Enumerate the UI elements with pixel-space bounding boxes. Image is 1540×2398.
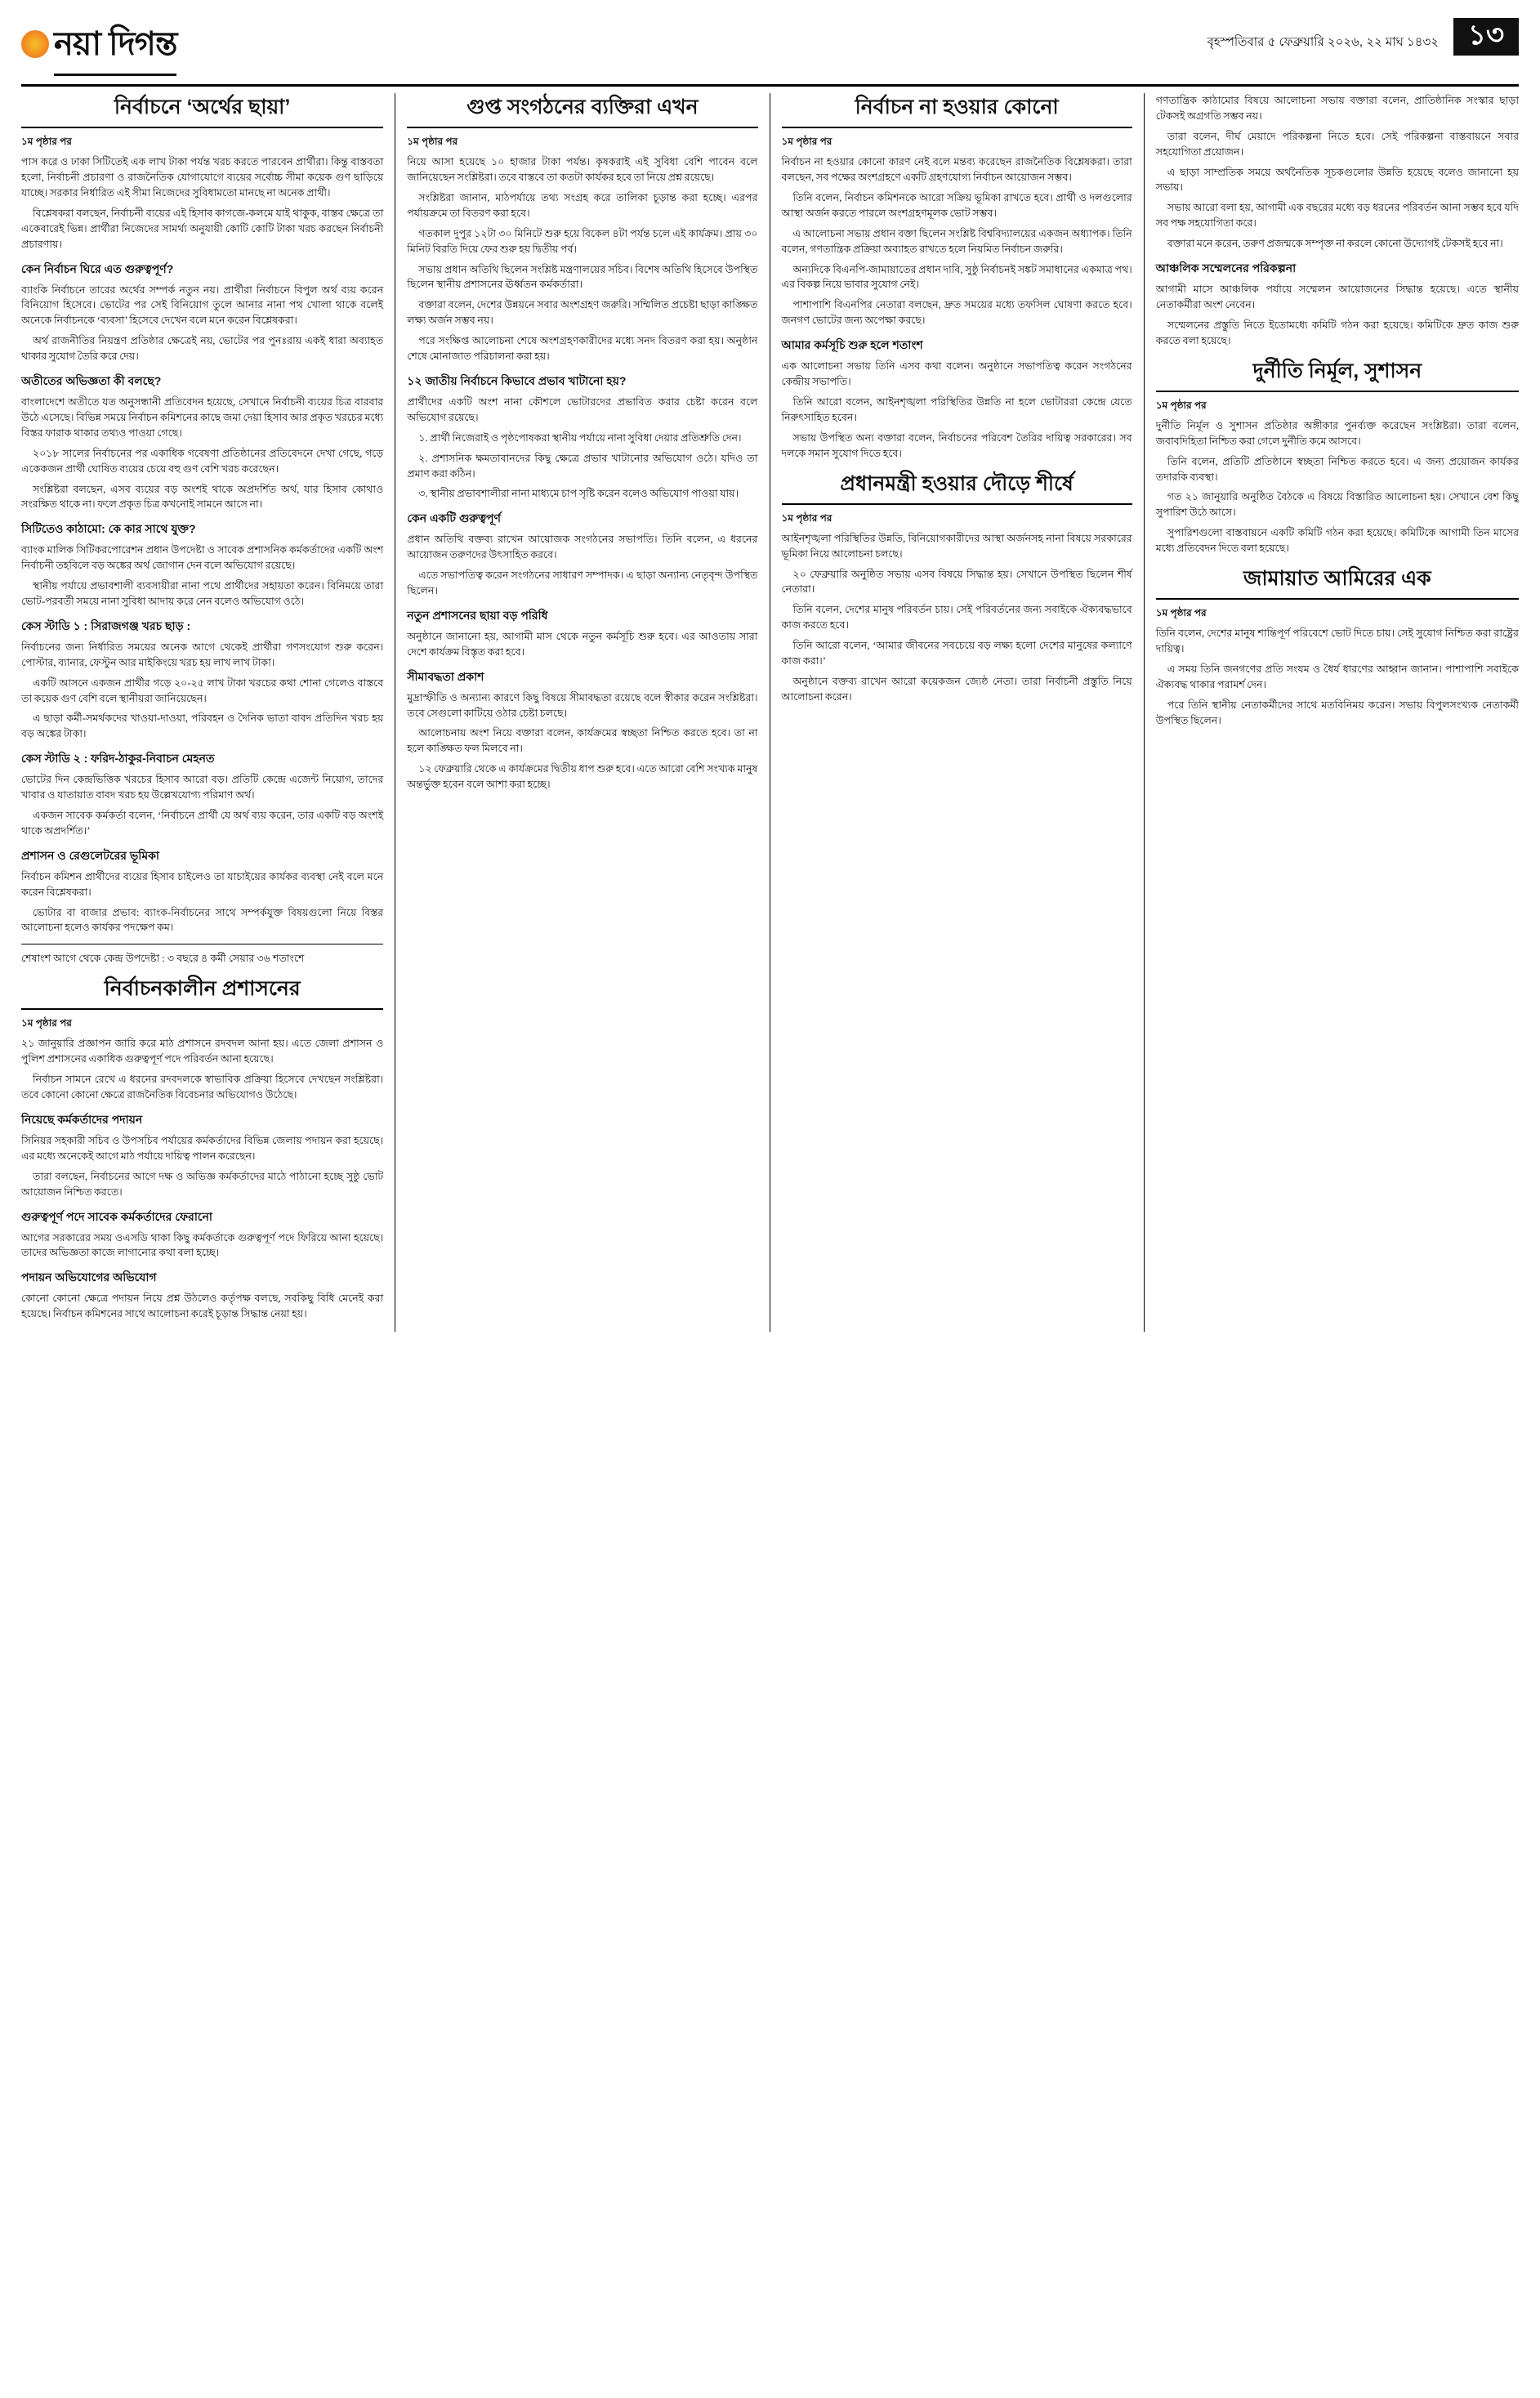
paragraph: তিনি বলেন, দেশের মানুষ শান্তিপূর্ণ পরিবেশে ভোট দিতে চায়। সেই সুযোগ নিশ্চিত করা রাষ্ট্রের দায়িত্ব। [1155, 627, 1519, 655]
paragraph: সভায় উপস্থিত অন্য বক্তারা বলেন, নির্বাচনের পরিবেশ তৈরির দায়িত্ব সরকারের। সব দলকে সমান সুযোগ দিতে হবে। [781, 431, 1132, 459]
article-columns [21, 93, 1519, 1332]
subheading: নিয়েছে কর্মকর্তাদের পদায়ন [21, 1113, 143, 1127]
subheading: কেন একটি গুরুত্বপূর্ণ [407, 511, 502, 525]
subheading: কেস স্টাডি ২ : ফরিদ-ঠাকুর-নিবাচন মেহনত [21, 752, 215, 766]
paragraph: ৩. স্থানীয় প্রভাবশালীরা নানা মাধ্যমে চাপ সৃষ্টি করেন বলেও অভিযোগ পাওয়া যায়। [418, 488, 739, 500]
paragraph: অনুষ্ঠানে জানানো হয়, আগামী মাস থেকে নতুন কর্মসূচি শুরু হবে। এর আওতায় সারা দেশে কার্যক্রম বিস্তৃত করা হবে। [407, 630, 758, 658]
jump-label: ১ম পৃষ্ঠার পর [1155, 399, 1207, 411]
paragraph: নির্বাচনের জন্য নির্ধারিত সময়ের অনেক আগে থেকেই প্রার্থীরা গণসংযোগ শুরু করেন। পোস্টার, ব্যানার, ফেস্টুন আর মাইকিংয়ে খরচ হয় লাখ লাখ টাকা। [21, 641, 384, 668]
page-number: ১৩ [1453, 18, 1519, 56]
paragraph: সংশ্লিষ্টরা বলছেন, এসব ব্যয়ের বড় অংশই থাকে অপ্রদর্শিত অর্থ, যার হিসাব কোথাও সংরক্ষিত থাকে না। ফলে প্রকৃত চিত্র কখনোই সামনে আসে না। [21, 483, 384, 511]
story-jamaat-amir [1156, 566, 1519, 729]
paragraph: প্রার্থীদের একটি অংশ নানা কৌশলে ভোটারদের প্রভাবিত করার চেষ্টা করেন বলে অভিযোগ রয়েছে। [407, 395, 758, 423]
subheading: আমার কর্মসূচি শুরু হলে শতাংশ [781, 338, 923, 352]
paragraph: এক আলোচনা সভায় তিনি এসব কথা বলেন। অনুষ্ঠানে সভাপতিত্ব করেন সংগঠনের কেন্দ্রীয় সভাপতি। [781, 360, 1132, 388]
paragraph: একজন সাবেক কর্মকর্তা বলেন, ‘নির্বাচনে প্রার্থী যে অর্থ ব্যয় করেন, তার একটি বড় অংশই থাকে অপ্রদর্শিত।’ [21, 809, 384, 837]
jump-label: ১ম পৃষ্ঠার পর [407, 136, 458, 148]
paragraph: তিনি আরো বলেন, ‘আমার জীবনের সবচেয়ে বড় লক্ষ্য হলো দেশের মানুষের কল্যাণে কাজ করা।’ [781, 640, 1132, 667]
jump-label: ১ম পৃষ্ঠার পর [21, 136, 72, 148]
paragraph: ২১ জানুয়ারি প্রজ্ঞাপন জারি করে মাঠ প্রশাসনে রদবদল আনা হয়। এতে জেলা প্রশাসন ও পুলিশ প্রশাসনের একাধিক গুরুত্বপূর্ণ পদে পরিবর্তন আনা হয়েছে। [21, 1038, 384, 1065]
jump-label: ১ম পৃষ্ঠার পর [781, 136, 832, 148]
subheading: প্রশাসন ও রেগুলেটরের ভূমিকা [21, 848, 159, 862]
paragraph: বক্তারা বলেন, দেশের উন্নয়নে সবার অংশগ্রহণ জরুরি। সম্মিলিত প্রচেষ্টা ছাড়া কাঙ্ক্ষিত লক্ষ্য অর্জন সম্ভব নয়। [407, 299, 758, 327]
headline: নির্বাচন না হওয়ার কোনো [782, 95, 1132, 128]
story-secret-organization [407, 95, 757, 793]
newspaper-logo[interactable] [21, 18, 176, 76]
paragraph: অর্থ রাজনীতির নিয়ন্ত্রণ প্রতিষ্ঠার ক্ষেত্রেই নয়, ভোটের পর পুনঃরায় একই ধারা অব্যাহত থাকার সুযোগ তৈরি করে দেয়। [21, 335, 384, 363]
paragraph: সিনিয়র সহকারী সচিব ও উপসচিব পর্যায়ের কর্মকর্তাদের বিভিন্ন জেলায় পদায়ন করা হয়েছে। এর মধ্যে অনেকেই আগে মাঠ পর্যায়ে দায়িত্ব পালন করেছেন। [21, 1135, 384, 1162]
paragraph: ভোটের দিন কেন্দ্রভিত্তিক খরচের হিসাব আরো বড়। প্রতিটি কেন্দ্রে এজেন্ট নিয়োগ, তাদের খাবার ও যাতায়াত বাবদ খরচ হয় উল্লেখযোগ্য পরিমাণ অর্থ। [21, 774, 384, 802]
paragraph: ভোটার বা বাজার প্রভাব: ব্যাংক-নির্বাচনের সাথে সম্পর্কযুক্ত বিষয়গুলো নিয়ে বিস্তর আলোচনা হলেও কার্যকর পদক্ষেপ কম। [21, 906, 384, 934]
paragraph: সম্মেলনের প্রস্তুতি নিতে ইতোমধ্যে কমিটি গঠন করা হয়েছে। কমিটিকে দ্রুত কাজ শুরু করতে বলা হয়েছে। [1155, 319, 1519, 346]
headline: জামায়াত আমিরের এক [1156, 566, 1519, 600]
paragraph: এ ছাড়া সাম্প্রতিক সময়ে অর্থনৈতিক সূচকগুলোর উন্নতি হয়েছে বলেও জানানো হয় সভায়। [1155, 166, 1519, 194]
subheading: নতুন প্রশাসনের ছায়া বড় পরিধি [407, 608, 548, 622]
subheading: সীমাবদ্ধতা প্রকাশ [407, 669, 484, 683]
paragraph: ২০ ফেব্রুয়ারি অনুষ্ঠিত সভায় এসব বিষয়ে সিদ্ধান্ত হয়। সেখানে উপস্থিত ছিলেন শীর্ষ নেতারা। [781, 568, 1132, 596]
paragraph: অন্যদিকে বিএনপি-জামায়াতের প্রধান দাবি, সুষ্ঠু নির্বাচনই সঙ্কট সমাধানের একমাত্র পথ। এর বিকল্প নিয়ে ভাবার সুযোগ নেই। [781, 263, 1132, 291]
paragraph: এ ছাড়া কর্মী-সমর্থকদের খাওয়া-দাওয়া, পরিবহন ও দৈনিক ভাতা বাবদ প্রতিদিন খরচ হয় বড় অঙ্কের টাকা। [21, 712, 384, 740]
paragraph: তিনি বলেন, নির্বাচন কমিশনকে আরো সক্রিয় ভূমিকা রাখতে হবে। প্রার্থী ও দলগুলোর আস্থা অর্জন করতে পারলে অংশগ্রহণমূলক ভোট সম্ভব। [781, 192, 1132, 219]
masthead-right [1207, 18, 1519, 56]
paragraph: প্রধান অতিথি বক্তব্য রাখেন আয়োজক সংগঠনের সভাপতি। তিনি বলেন, এ ধরনের আয়োজন তরুণদের উৎসাহিত করবে। [407, 534, 758, 561]
sun-icon [21, 30, 49, 58]
paragraph: দুর্নীতি নির্মূল ও সুশাসন প্রতিষ্ঠার অঙ্গীকার পুনর্ব্যক্ত করেছেন সংশ্লিষ্টরা। তারা বলেন, জবাবদিহিতা নিশ্চিত করা গেলে দুর্নীতি কমে আসবে। [1155, 419, 1519, 447]
paragraph: বাংলাদেশে অতীতে যত অনুসন্ধানী প্রতিবেদন হয়েছে, সেখানে নির্বাচনী ব্যয়ের চিত্র বারবার উঠে এসেছে। বিভিন্ন সময়ে নির্বাচন কমিশনের কাছে জমা দেয়া হিসাব আর প্রকৃত খরচের মধ্যে বিস্তর ফারাক থাকার তথ্যও পাওয়া গেছে। [21, 396, 384, 439]
paragraph: তিনি বলেন, প্রতিটি প্রতিষ্ঠানে স্বচ্ছতা নিশ্চিত করতে হবে। এ জন্য প্রয়োজন কার্যকর তদারকি ব্যবস্থা। [1155, 455, 1519, 483]
paragraph: গণতান্ত্রিক কাঠামোর বিষয়ে আলোচনা সভায় বক্তারা বলেন, প্রাতিষ্ঠানিক সংস্কার ছাড়া টেকসই অগ্রগতি সম্ভব নয়। [1155, 95, 1519, 122]
paragraph: নির্বাচন না হওয়ার কোনো কারণ নেই বলে মন্তব্য করেছেন রাজনৈতিক বিশ্লেষকরা। তারা বলছেন, সব পক্ষের অংশগ্রহণে একটি গ্রহণযোগ্য নির্বাচন আয়োজন সম্ভব। [781, 156, 1132, 184]
subheading: কেন নির্বাচন ঘিরে এত গুরুত্বপূর্ণ? [21, 261, 174, 275]
paragraph: এ সময় তিনি জনগণের প্রতি সংযম ও ধৈর্য ধারণের আহ্বান জানান। পাশাপাশি সবাইকে ঐক্যবদ্ধ থাকার পরামর্শ দেন। [1155, 663, 1519, 690]
paragraph: গত ২১ জানুয়ারি অনুষ্ঠিত বৈঠকে এ বিষয়ে বিস্তারিত আলোচনা হয়। সেখানে বেশ কিছু সুপারিশ উঠে আসে। [1155, 491, 1519, 519]
jump-label: ১ম পৃষ্ঠার পর [1155, 607, 1207, 619]
issue-date: বৃহস্পতিবার ৫ ফেব্রুয়ারি ২০২৬, ২২ মাঘ ১৪৩২ [1207, 34, 1439, 49]
paragraph: তিনি আরো বলেন, আইনশৃঙ্খলা পরিস্থিতির উন্নতি না হলে ভোটাররা কেন্দ্রে যেতে নিরুৎসাহিত হবেন। [781, 395, 1132, 423]
paragraph: আইনশৃঙ্খলা পরিস্থিতির উন্নতি, বিনিয়োগকারীদের আস্থা অর্জনসহ নানা বিষয়ে সরকারের ভূমিকা নিয়ে আলোচনা চলছে। [781, 532, 1132, 560]
subheading: পদায়ন অভিযোগের অভিযোগ [21, 1270, 157, 1284]
paragraph: পরে তিনি স্থানীয় নেতাকর্মীদের সাথে মতবিনিময় করেন। সভায় বিপুলসংখ্যক নেতাকর্মী উপস্থিত ছিলেন। [1155, 699, 1519, 726]
paragraph: এতে সভাপতিত্ব করেন সংগঠনের সাধারণ সম্পাদক। এ ছাড়া অন্যান্য নেতৃবৃন্দ উপস্থিত ছিলেন। [407, 569, 758, 596]
paragraph: সংশ্লিষ্টরা জানান, মাঠপর্যায়ে তথ্য সংগ্রহ করে তালিকা চূড়ান্ত করা হচ্ছে। এরপর পর্যায়ক্রমে তা বিতরণ করা হবে। [407, 192, 758, 219]
story-pm-race [782, 471, 1132, 705]
subheading: গুরুত্বপূর্ণ পদে সাবেক কর্মকর্তাদের ফেরানো [21, 1209, 212, 1223]
paragraph: ১২ ফেব্রুয়ারি থেকে এ কার্যক্রমের দ্বিতীয় ধাপ শুরু হবে। এতে আরো বেশি সংখ্যক মানুষ অন্তর্ভুক্ত হবেন বলে আশা করা হচ্ছে। [407, 763, 758, 791]
masthead [21, 18, 1519, 87]
paragraph: সুপারিশগুলো বাস্তবায়নে একটি কমিটি গঠন করা হয়েছে। কমিটিকে আগামী তিন মাসের মধ্যে প্রতিবেদন দিতে বলা হয়েছে। [1155, 527, 1519, 555]
headline: গুপ্ত সংগঠনের ব্যক্তিরা এখন [407, 95, 757, 128]
subheading: কেস স্টাডি ১ : সিরাজগঞ্জ খরচ ছাড় : [21, 618, 191, 632]
paragraph: আলোচনায় অংশ নিয়ে বক্তারা বলেন, কার্যক্রমের স্বচ্ছতা নিশ্চিত করতে হবে। তা না হলে কাঙ্ক্ষিত ফল মিলবে না। [407, 727, 758, 755]
subheading: ১২ জাতীয় নির্বাচনে কিভাবে প্রভাব খাটানো হয়? [407, 373, 627, 387]
closing-note: শেষাংশ আগে থেকে কেন্দ্র উপদেষ্টা : ৩ বছরে ৪ কর্মী সেয়ার ৩৬ শতাংশে [21, 953, 305, 965]
paragraph: ব্যাংক মালিক সিটিকরপোরেশন প্রধান উপদেষ্টা ও সাবেক প্রশাসনিক কর্মকর্তাদের একটি অংশ নির্বাচনী তহবিলে বড় অঙ্কের অর্থ জোগান দেন বলে অভিযোগ রয়েছে। [21, 544, 384, 572]
paragraph: নির্বাচন সামনে রেখে এ ধরনের রদবদলকে স্বাভাবিক প্রক্রিয়া হিসেবে দেখছেন সংশ্লিষ্টরা। তবে কোনো কোনো ক্ষেত্রে রাজনৈতিক বিবেচনার অভিযোগও উঠেছে। [21, 1074, 384, 1101]
paragraph: নির্বাচন কমিশন প্রার্থীদের ব্যয়ের হিসাব চাইলেও তা যাচাইয়ের কার্যকর ব্যবস্থা নেই বলে মনে করেন বিশ্লেষকরা। [21, 870, 384, 898]
jump-label: ১ম পৃষ্ঠার পর [21, 1017, 72, 1029]
paragraph: বক্তারা মনে করেন, তরুণ প্রজন্মকে সম্পৃক্ত না করলে কোনো উদ্যোগই টেকসই হবে না। [1167, 238, 1503, 250]
paragraph: এ আলোচনা সভায় প্রধান বক্তা ছিলেন সংশ্লিষ্ট বিশ্ববিদ্যালয়ের একজন অধ্যাপক। তিনি বলেন, গণতান্ত্রিক প্রক্রিয়া অব্যাহত রাখতে হলে নিয়মিত নির্বাচন জরুরি। [781, 227, 1132, 255]
paragraph: আগামী মাসে আঞ্চলিক পর্যায়ে সম্মেলন আয়োজনের সিদ্ধান্ত হয়েছে। এতে স্থানীয় নেতাকর্মীরা অংশ নেবেন। [1155, 284, 1519, 310]
paragraph: মুদ্রাস্ফীতি ও অন্যান্য কারণে কিছু বিষয়ে সীমাবদ্ধতা রয়েছে বলে স্বীকার করেন সংশ্লিষ্টরা। তবে সেগুলো কাটিয়ে ওঠার চেষ্টা চলছে। [407, 691, 758, 719]
story-election-administration [21, 976, 383, 1322]
story-continuation [1156, 93, 1519, 349]
logo-text: নয়া দিগন্ত [54, 18, 176, 76]
paragraph: সভায় প্রধান অতিথি ছিলেন সংশ্লিষ্ট মন্ত্রণালয়ের সচিব। বিশেষ অতিথি হিসেবে উপস্থিত ছিলেন স্থানীয় প্রশাসনের ঊর্ধ্বতন কর্মকর্তারা। [407, 263, 758, 291]
story-corruption [1156, 359, 1519, 556]
paragraph: সভায় আরো বলা হয়, আগামী এক বছরের মধ্যে বড় ধরনের পরিবর্তন আনা সম্ভব হবে যদি সব পক্ষ সহযোগিতা করে। [1155, 202, 1519, 230]
headline: নির্বাচনে ‘অর্থের ছায়া’ [21, 95, 383, 128]
subheading: আঞ্চলিক সম্মেলনের পরিকল্পনা [1155, 261, 1297, 275]
paragraph: তিনি বলেন, দেশের মানুষ পরিবর্তন চায়। সেই পরিবর্তনের জন্য সবাইকে ঐক্যবদ্ধভাবে কাজ করতে হবে। [781, 604, 1132, 632]
paragraph: ১. প্রার্থী নিজেরাই ও পৃষ্ঠপোষকরা স্থানীয় পর্যায়ে নানা সুবিধা দেয়ার প্রতিশ্রুতি দেন। [418, 431, 742, 444]
headline: দুর্নীতি নির্মূল, সুশাসন [1156, 359, 1519, 392]
paragraph: অনুষ্ঠানে বক্তব্য রাখেন আরো কয়েকজন জ্যেষ্ঠ নেতা। তারা নির্বাচনী প্রস্তুতি নিয়ে আলোচনা করেন। [781, 675, 1132, 703]
paragraph: স্থানীয় পর্যায়ে প্রভাবশালী ব্যবসায়ীরা নানা পথে প্রার্থীদের সহায়তা করেন। বিনিময়ে তারা ভোট-পরবর্তী সময়ে নানা সুবিধা আদায় করে নেন বলেও অভিযোগ ওঠে। [21, 580, 384, 607]
paragraph: পরে সংক্ষিপ্ত আলোচনা শেষে অংশগ্রহণকারীদের মধ্যে সনদ বিতরণ করা হয়। অনুষ্ঠান শেষে মোনাজাত পরিচালনা করা হয়। [407, 335, 758, 363]
column-3 [770, 93, 1145, 1332]
column-1 [21, 93, 395, 1332]
subheading: সিটিতেও কাঠামো: কে কার সাথে যুক্ত? [21, 522, 196, 536]
story-no-reason-no-election [782, 95, 1132, 462]
paragraph: পাস করে ও ঢাকা সিটিতেই এক লাখ টাকা পর্যন্ত খরচ করতে পারবেন প্রার্থীরা। কিন্তু বাস্তবতা হলো, নির্বাচনী প্রচারণা ও রাজনৈতিক যোগাযোগে ব্যয়ের সর্বোচ্চ সীমা কয়েক গুণ ছাড়িয়ে যাচ্ছে। সরকার নির্ধারিত এই সীমা নিজেদের সুবিধামতো মানছে না অনেক প্রার্থী। [21, 156, 384, 199]
story-election-money [21, 95, 383, 967]
column-4 [1145, 93, 1519, 1332]
paragraph: তারা বলেন, দীর্ঘ মেয়াদে পরিকল্পনা নিতে হবে। সেই পরিকল্পনা বাস্তবায়নে সবার সহযোগিতা প্রয়োজন। [1155, 130, 1519, 158]
paragraph: পাশাপাশি বিএনপির নেতারা বলছেন, দ্রুত সময়ের মধ্যে তফসিল ঘোষণা করতে হবে। জনগণ ভোটের জন্য অপেক্ষা করছে। [781, 299, 1132, 327]
paragraph: বিশ্লেষকরা বলছেন, নির্বাচনী ব্যয়ের এই হিসাব কাগজে-কলমে যাই থাকুক, বাস্তব ক্ষেত্রে তা একেবারেই ভিন্ন। প্রার্থীরা নিজেদের সামর্থ্য অনুযায়ী কোটি কোটি টাকা খরচ করছেন নির্বাচনী প্রচারণায়। [21, 207, 384, 250]
paragraph: গতকাল দুপুর ১২টা ৩০ মিনিটে শুরু হয়ে বিকেল ৪টা পর্যন্ত চলে এই কার্যক্রম। প্রায় ৩০ মিনিট বিরতি দিয়ে ফের শুরু হয় দ্বিতীয় পর্ব। [407, 227, 758, 255]
headline: নির্বাচনকালীন প্রশাসনের [21, 976, 383, 1010]
paragraph: কোনো কোনো ক্ষেত্রে পদায়ন নিয়ে প্রশ্ন উঠলেও কর্তৃপক্ষ বলছে, সবকিছু বিধি মেনেই করা হয়েছে। নির্বাচন কমিশনের সাথে আলোচনা করেই চূড়ান্ত সিদ্ধান্ত নেয়া হয়। [21, 1293, 384, 1320]
paragraph: ২. প্রশাসনিক ক্ষমতাবানদের কিছু ক্ষেত্রে প্রভাব খাটানোর অভিযোগ ওঠে। যদিও তা প্রমাণ করা কঠিন। [407, 452, 758, 480]
paragraph: ২০১৮ সালের নির্বাচনের পর একাধিক গবেষণা প্রতিষ্ঠানের প্রতিবেদনে দেখা গেছে, গড়ে একেকজন প্রার্থী ঘোষিত ব্যয়ের চেয়ে বহু গুণ বেশি খরচ করেছেন। [21, 447, 384, 475]
subheading: অতীতের অভিজ্ঞতা কী বলছে? [21, 374, 162, 388]
paragraph: নিয়ে আসা হয়েছে ১০ হাজার টাকা পর্যন্ত। কৃষকরাই এই সুবিধা বেশি পাবেন বলে জানিয়েছেন সংশ্লিষ্টরা। তবে বাস্তবে তা কতটা কার্যকর হবে তা নিয়ে প্রশ্ন রয়েছে। [407, 156, 758, 184]
jump-label: ১ম পৃষ্ঠার পর [781, 511, 832, 524]
paragraph: আগের সরকারের সময় ওএসডি থাকা কিছু কর্মকর্তাকে গুরুত্বপূর্ণ পদে ফিরিয়ে আনা হয়েছে। তাদের অভিজ্ঞতা কাজে লাগানোর কথা বলা হচ্ছে। [21, 1231, 384, 1259]
headline: প্রধানমন্ত্রী হওয়ার দৌড়ে শীর্ষে [782, 471, 1132, 505]
paragraph: তারা বলছেন, নির্বাচনের আগে দক্ষ ও অভিজ্ঞ কর্মকর্তাদের মাঠে পাঠানো হচ্ছে সুষ্ঠু ভোট আয়োজন নিশ্চিত করতে। [21, 1170, 384, 1198]
column-2 [395, 93, 770, 1332]
paragraph: একটি আসনে একজন প্রার্থীর গড়ে ২০-২৫ লাখ টাকা খরচের কথা শোনা গেলেও বাস্তবে তা কয়েক গুণ বেশি বলে স্থানীয়রা জানিয়েছেন। [21, 677, 384, 704]
paragraph: ব্যাংকি নির্বাচনে তারের অর্থের সম্পর্ক নতুন নয়। প্রার্থীরা নির্বাচনে বিপুল অর্থ ব্যয় করেন বিনিয়োগ হিসেবে। ভোটের পর সেই বিনিয়োগ তুলে আনার নানা পথ খোলা থাকে বলেই অনেকে নির্বাচনকে ‘ব্যবসা’ হিসেবে দেখেন বলে মনে করেন বিশ্লেষকরা। [21, 284, 384, 327]
